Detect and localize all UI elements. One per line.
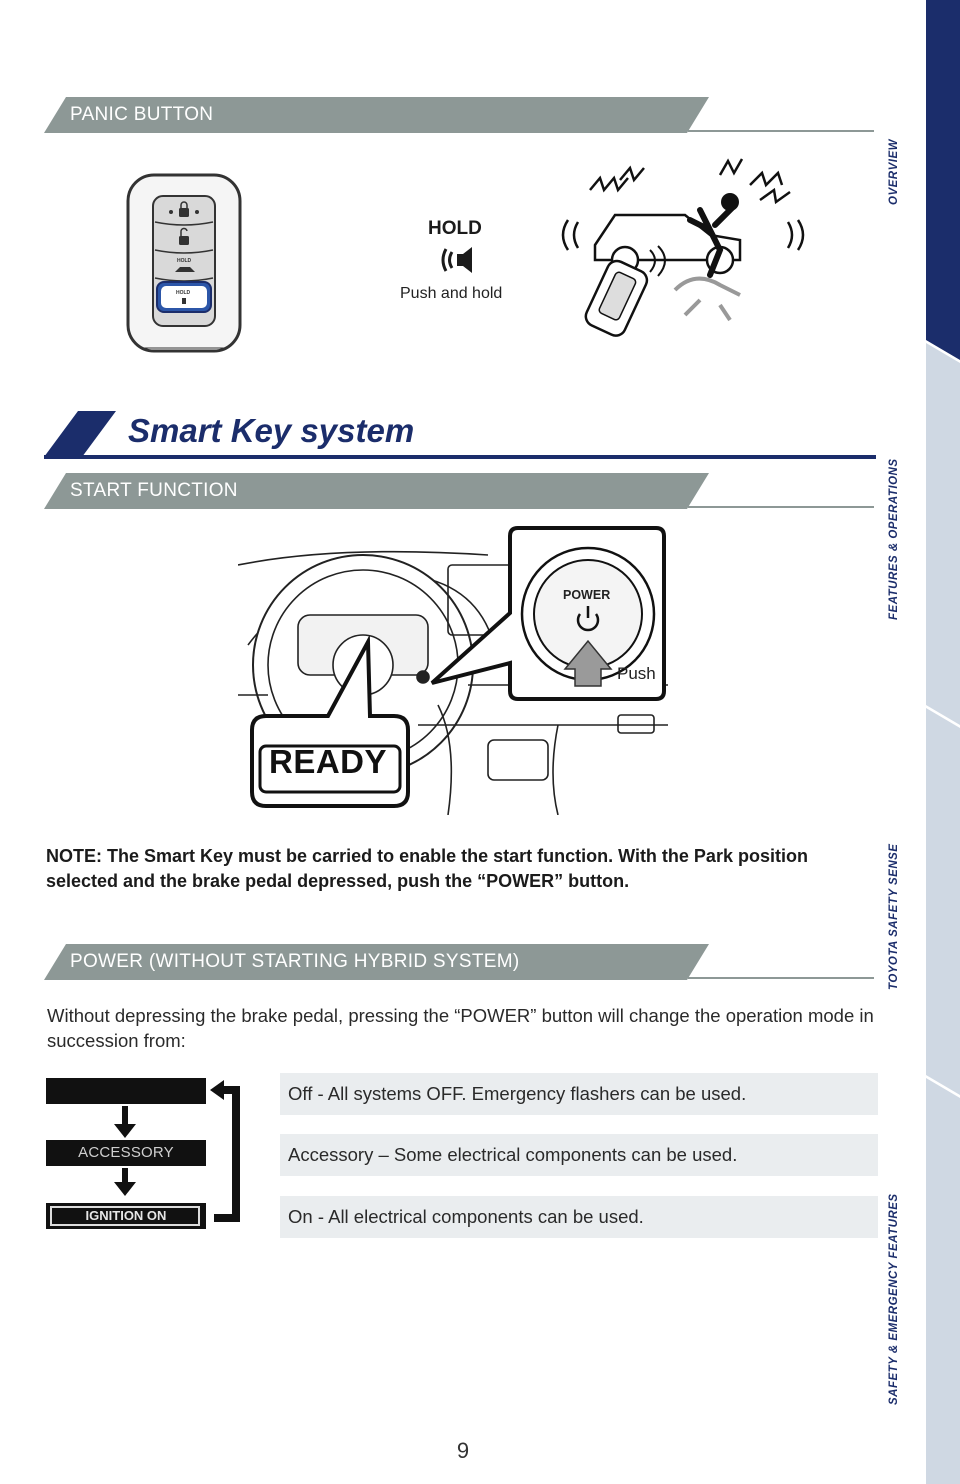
mode-display-ignition [46, 1203, 206, 1229]
side-label-features[interactable]: FEATURES & OPERATIONS [888, 458, 900, 620]
start-function-heading: START FUNCTION [70, 480, 238, 501]
panic-button-banner [44, 97, 709, 133]
side-label-safety-sense[interactable]: TOYOTA SAFETY SENSE [888, 843, 900, 990]
power-mode-heading: POWER (WITHOUT STARTING HYBRID SYSTEM) [70, 951, 520, 972]
start-function-banner [44, 473, 709, 509]
power-mode-intro: Without depressing the brake pedal, pressing the “POWER” button will change the operation mode in succession from: [47, 1005, 874, 1051]
push-label: Push [617, 664, 656, 683]
page-number: 9 [456, 1438, 470, 1463]
side-nav-tabs [926, 0, 960, 1484]
tab-safety-emergency[interactable] [926, 1078, 960, 1484]
power-label: POWER [563, 588, 611, 602]
mode-cycle-return-arrow [206, 1078, 246, 1226]
panic-alarm-scene-illustration [550, 150, 820, 340]
start-function-note: NOTE: The Smart Key must be carried to enable the start function. With the Park position selected and the brake pedal depressed, push the “POWER” button. [46, 846, 808, 891]
ready-indicator-text: READY [268, 743, 388, 780]
mode-display-accessory-text: ACCESSORY [78, 1144, 174, 1161]
fob-hold-text-1: HOLD [177, 258, 192, 264]
smart-key-fob-illustration [125, 172, 243, 356]
side-label-overview[interactable]: OVERVIEW [888, 139, 900, 205]
tab-toyota-safety-sense[interactable] [926, 708, 960, 1095]
mode-display-off [46, 1078, 206, 1104]
fob-hold-text-2: HOLD [176, 290, 191, 296]
smart-key-title: Smart Key system [128, 412, 415, 449]
panic-button-heading: PANIC BUTTON [70, 104, 214, 125]
mode-row-on: On - All electrical components can be used. [280, 1196, 878, 1238]
side-label-safety-emergency[interactable]: SAFETY & EMERGENCY FEATURES [888, 1193, 900, 1405]
mode-row-accessory: Accessory – Some electrical components can be used. [280, 1134, 878, 1176]
panic-horn-icon [438, 245, 478, 275]
banner-rule [688, 506, 874, 508]
tab-overview[interactable] [926, 0, 960, 360]
banner-rule [688, 977, 874, 979]
hold-label: HOLD [428, 218, 482, 239]
push-and-hold-label: Push and hold [400, 285, 503, 302]
mode-display-ignition-text: IGNITION ON [85, 1208, 167, 1223]
ready-callout [246, 636, 416, 812]
power-mode-banner [44, 944, 709, 980]
tab-features-operations[interactable] [926, 343, 960, 725]
banner-rule [688, 130, 874, 132]
mode-sequence-arrows [110, 1104, 140, 1204]
mode-row-off: Off - All systems OFF. Emergency flashers can be used. [280, 1073, 878, 1115]
